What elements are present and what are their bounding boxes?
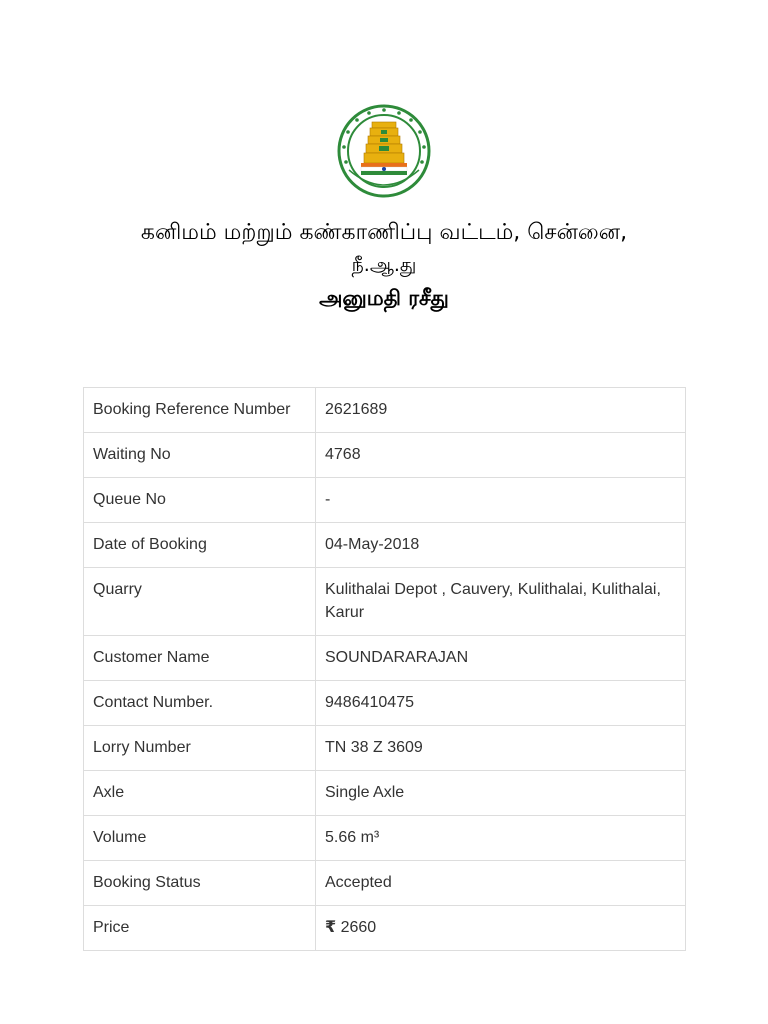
row-value: Accepted — [316, 861, 686, 906]
row-label: Quarry — [84, 568, 316, 636]
row-value: Kulithalai Depot , Cauvery, Kulithalai, Kulithalai, Karur — [316, 568, 686, 636]
row-label: Queue No — [84, 478, 316, 523]
tamil-nadu-emblem-icon — [337, 104, 431, 198]
table-row — [84, 478, 686, 523]
row-value: 4768 — [316, 433, 686, 478]
table-row — [84, 726, 686, 771]
price-amount: 2660 — [340, 919, 377, 936]
row-value: Single Axle — [316, 771, 686, 816]
table-row — [84, 433, 686, 478]
rupee-icon: ₹ — [325, 919, 337, 936]
row-label: Contact Number. — [84, 681, 316, 726]
government-seal-logo — [337, 104, 431, 198]
table-row — [84, 816, 686, 861]
row-value: 9486410475 — [316, 681, 686, 726]
row-value: 5.66 m³ — [316, 816, 686, 861]
row-label: Volume — [84, 816, 316, 861]
table-row — [84, 771, 686, 816]
row-value — [316, 906, 686, 951]
row-value: 04-May-2018 — [316, 523, 686, 568]
table-row — [84, 636, 686, 681]
row-label: Date of Booking — [84, 523, 316, 568]
row-value: SOUNDARARAJAN — [316, 636, 686, 681]
row-label: Customer Name — [84, 636, 316, 681]
table-row — [84, 523, 686, 568]
row-value: 2621689 — [316, 388, 686, 433]
office-title: கனிமம் மற்றும் கண்காணிப்பு வட்டம், சென்னை, — [140, 220, 628, 245]
table-row — [84, 906, 686, 951]
table-row — [84, 861, 686, 906]
row-label: Waiting No — [84, 433, 316, 478]
row-label: Axle — [84, 771, 316, 816]
department-abbreviation: நீ.ஆ.து — [351, 254, 417, 276]
table-row — [84, 568, 686, 636]
row-label: Price — [84, 906, 316, 951]
booking-details-table — [83, 387, 686, 951]
row-label: Booking Reference Number — [84, 388, 316, 433]
row-value: - — [316, 478, 686, 523]
row-label: Lorry Number — [84, 726, 316, 771]
table-row — [84, 681, 686, 726]
row-value: TN 38 Z 3609 — [316, 726, 686, 771]
row-label: Booking Status — [84, 861, 316, 906]
receipt-title: அனுமதி ரசீது — [319, 286, 449, 310]
table-row — [84, 388, 686, 433]
